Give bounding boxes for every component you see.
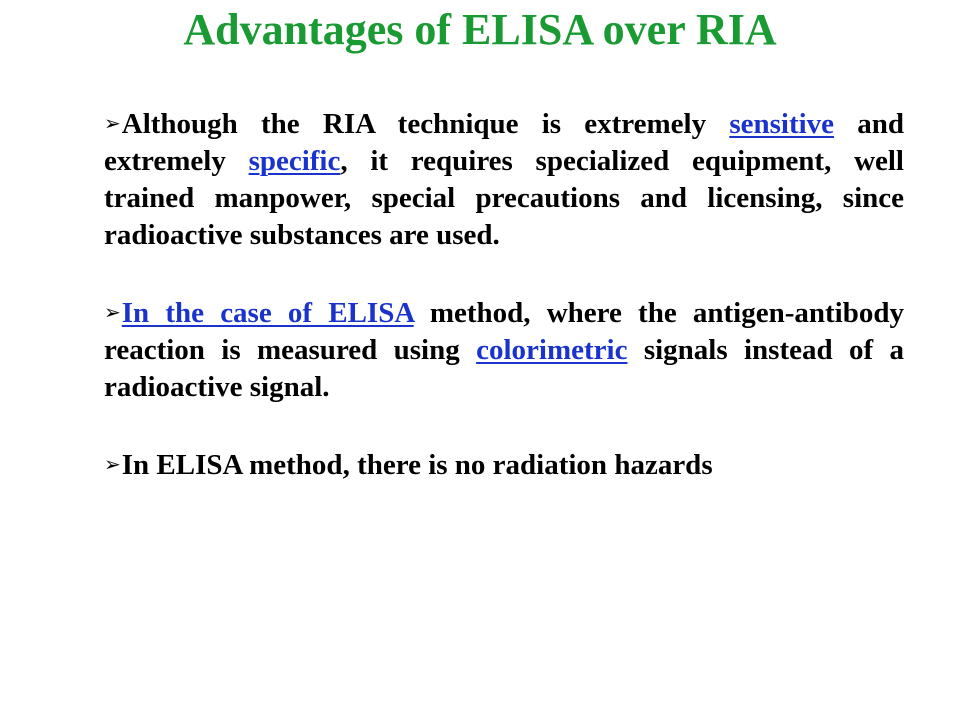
slide-title: Advantages of ELISA over RIA: [183, 5, 777, 54]
bullet-list: [104, 105, 904, 484]
bullet-text: method, where the antigen-antibody reaction is measured using: [104, 297, 904, 366]
bullet-text: and extremely: [104, 108, 904, 177]
bullet-text: signals instead of a radioactive signal.: [104, 334, 904, 403]
arrow-bullet-icon: ➢: [104, 111, 121, 135]
elisa-case-link[interactable]: In the case of ELISA: [121, 297, 414, 329]
bullet-item-no-radiation: [104, 446, 904, 484]
bullet-text: In ELISA method, there is no radiation hazards: [121, 449, 713, 481]
bullet-item-ria-requirements: [104, 105, 904, 254]
colorimetric-link[interactable]: colorimetric: [476, 334, 628, 366]
arrow-bullet-icon: ➢: [104, 300, 121, 324]
sensitive-link[interactable]: sensitive: [729, 108, 835, 140]
bullet-text: , it requires specialized equipment, well trained manpower, special precautions and licensing, since radioactive substances are used.: [104, 145, 904, 251]
arrow-bullet-icon: ➢: [104, 452, 121, 476]
bullet-text: Although the RIA technique is extremely: [121, 108, 730, 140]
specific-link[interactable]: specific: [248, 145, 341, 177]
bullet-item-elisa-colorimetric: [104, 294, 904, 406]
